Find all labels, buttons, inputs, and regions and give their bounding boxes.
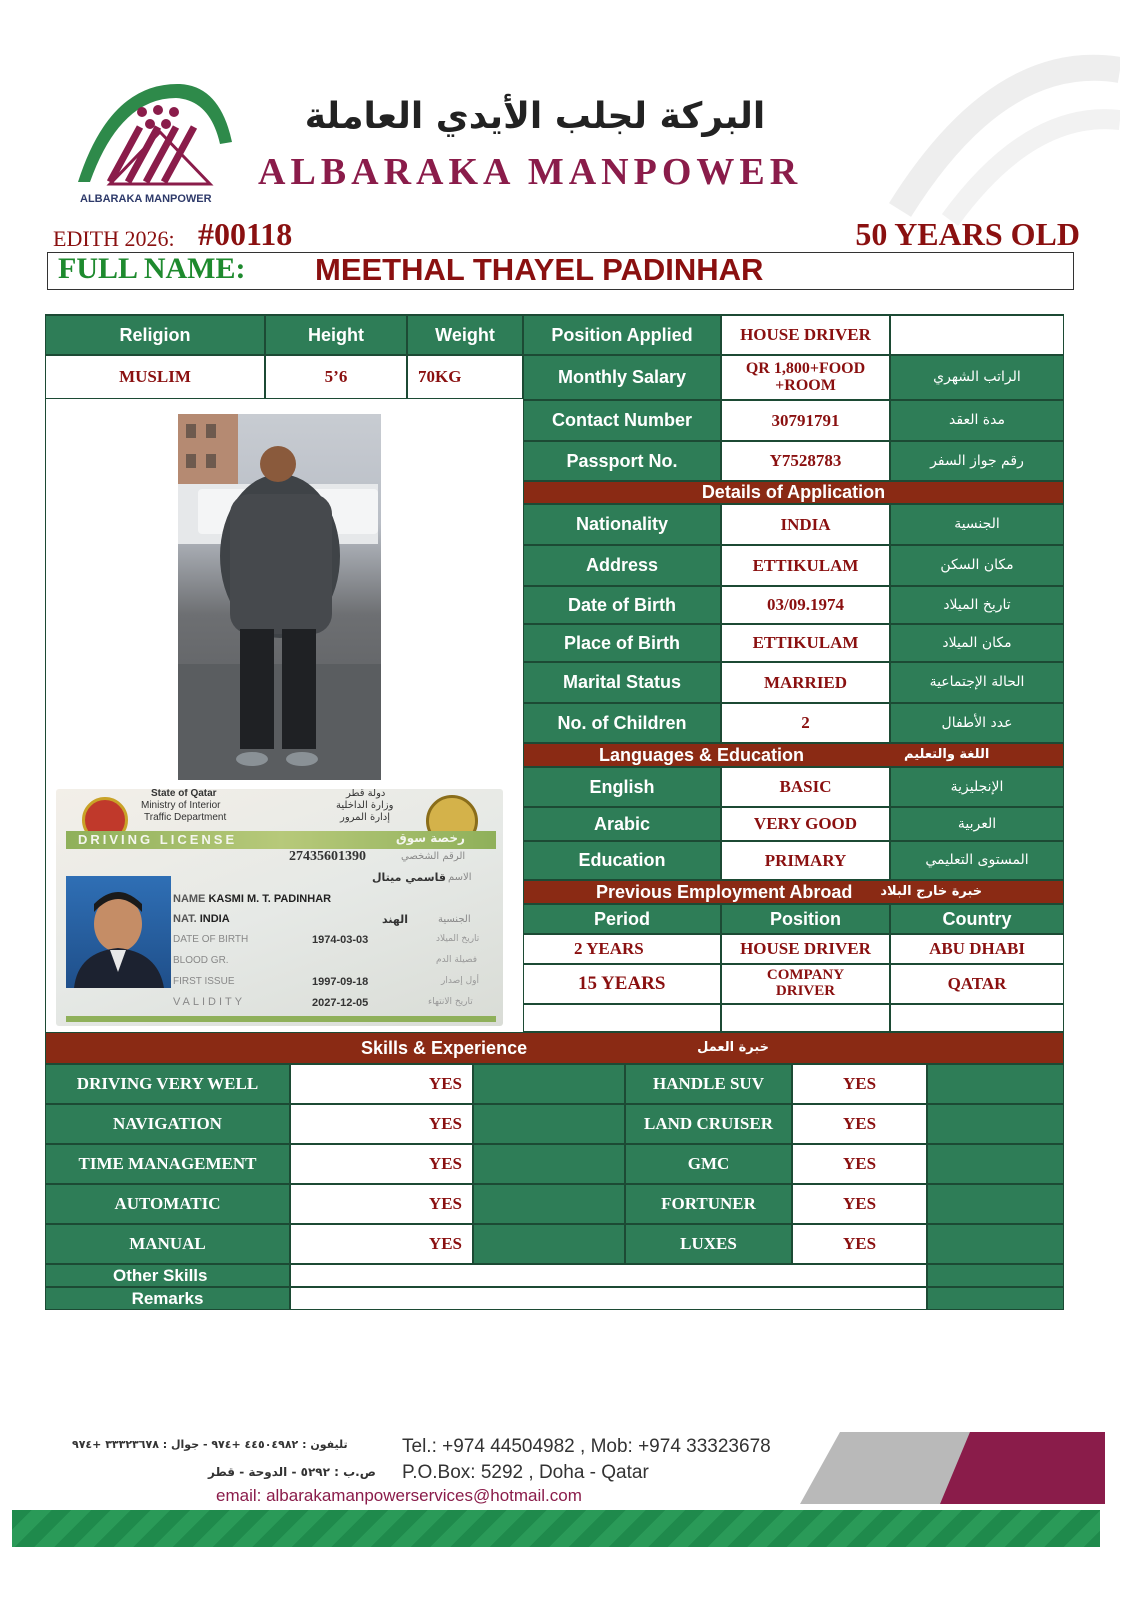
skill-right-extra-3 [927, 1144, 1064, 1184]
skill-left-value-4: YES [290, 1184, 473, 1224]
full-name-label: FULL NAME: [58, 252, 246, 285]
license-dob-value: 1974-03-03 [312, 934, 369, 946]
weight-value: 70KG [407, 355, 523, 399]
religion-value: MUSLIM [45, 355, 265, 399]
employment-section-title [523, 880, 1064, 904]
employment-position-2: COMPANY DRIVER [721, 964, 890, 1004]
footer-pobox: P.O.Box: 5292 , Doha - Qatar [402, 1462, 649, 1483]
english-value: BASIC [721, 767, 890, 807]
skill-right-value-3: YES [792, 1144, 927, 1184]
skill-right-extra-5 [927, 1224, 1064, 1264]
candidate-photo-figure [178, 414, 381, 780]
dob-label: Date of Birth [523, 586, 721, 624]
country-header: Country [890, 904, 1064, 934]
skill-right-value-5: YES [792, 1224, 927, 1264]
license-blood-arabic: فصيلة الدم [436, 955, 478, 965]
company-name: ALBARAKA MANPOWER [258, 151, 803, 193]
footer-green-band [12, 1510, 1100, 1547]
license-number: 27435601390 [289, 849, 366, 864]
other-skills-value [290, 1264, 927, 1287]
license-bottom-stripe [66, 1016, 496, 1022]
license-holder-photo [66, 876, 171, 988]
position-applied-value: HOUSE DRIVER [721, 315, 890, 355]
license-name-row [173, 893, 331, 905]
height-header: Height [265, 315, 407, 355]
passport-arabic: رقم جواز السفر [890, 441, 1064, 481]
watermark-decoration [880, 30, 1120, 230]
footer-corner-decoration [800, 1432, 1105, 1512]
license-holder-figure [66, 876, 171, 988]
skill-left-extra-5 [473, 1224, 625, 1264]
skill-left-label-2: NAVIGATION [45, 1104, 290, 1144]
skill-right-label-2: LAND CRUISER [625, 1104, 792, 1144]
remarks-label: Remarks [45, 1287, 290, 1310]
license-dob-label: DATE OF BIRTH [173, 934, 249, 945]
marital-status-value: MARRIED [721, 662, 890, 703]
license-validity-label: VALIDITY [173, 996, 246, 1008]
license-state-arabic: دولة قطر [346, 789, 386, 799]
monthly-salary-value: QR 1,800+FOOD +ROOM [721, 355, 890, 400]
skill-right-value-4: YES [792, 1184, 927, 1224]
skill-left-value-5: YES [290, 1224, 473, 1264]
license-dept: Traffic Department [144, 812, 227, 823]
license-issue-arabic: أول إصدار [441, 976, 479, 986]
skill-left-extra-3 [473, 1144, 625, 1184]
license-name-arabic: قاسمي ميتال [372, 871, 446, 884]
license-name-arabic-label: الاسم [448, 872, 472, 883]
license-name-label: NAME [173, 893, 206, 905]
footer-email: email: albarakamanpowerservices@hotmail.com [216, 1486, 582, 1505]
religion-header: Religion [45, 315, 265, 355]
languages-section-title [523, 743, 1064, 767]
address-value: ETTIKULAM [721, 545, 890, 586]
employment-empty-1 [523, 1004, 721, 1032]
other-skills-extra [927, 1264, 1064, 1287]
skills-section-title [45, 1032, 1064, 1064]
place-of-birth-arabic: مكان الميلاد [890, 624, 1064, 662]
monthly-salary-label: Monthly Salary [523, 355, 721, 400]
children-arabic: عدد الأطفال [890, 703, 1064, 743]
skill-right-label-4: FORTUNER [625, 1184, 792, 1224]
license-state: State of Qatar [151, 789, 217, 799]
full-name-value: MEETHAL THAYEL PADINHAR [315, 252, 764, 287]
position-applied-empty [890, 315, 1064, 355]
weight-header: Weight [407, 315, 523, 355]
skill-right-extra-2 [927, 1104, 1064, 1144]
marital-status-label: Marital Status [523, 662, 721, 703]
arabic-value: VERY GOOD [721, 807, 890, 841]
skill-left-value-3: YES [290, 1144, 473, 1184]
license-nat-row [173, 913, 230, 925]
skill-left-label-1: DRIVING VERY WELL [45, 1064, 290, 1104]
dob-arabic: تاريخ الميلاد [890, 586, 1064, 624]
license-name-value: KASMI M. T. PADINHAR [208, 893, 332, 905]
education-label: Education [523, 841, 721, 880]
license-issue-value: 1997-09-18 [312, 976, 369, 988]
monthly-salary-arabic: الراتب الشهري [890, 355, 1064, 400]
skill-left-extra-1 [473, 1064, 625, 1104]
position-applied-label: Position Applied [523, 315, 721, 355]
license-ministry: Ministry of Interior [141, 800, 221, 811]
nationality-label: Nationality [523, 504, 721, 545]
skill-right-extra-1 [927, 1064, 1064, 1104]
contact-number-arabic: مدة العقد [890, 400, 1064, 441]
skills-title-arabic: خبرة العمل [697, 1040, 770, 1056]
passport-value: Y7528783 [721, 441, 890, 481]
education-value: PRIMARY [721, 841, 890, 880]
footer-pobox-arabic: ص.ب : ٥٢٩٢ - الدوحة - قطر [208, 1465, 376, 1479]
education-arabic: المستوى التعليمي [890, 841, 1064, 880]
license-title-arabic: رخصة سوق [396, 831, 465, 845]
skill-left-extra-4 [473, 1184, 625, 1224]
position-header: Position [721, 904, 890, 934]
license-title: DRIVING LICENSE [78, 832, 238, 847]
arabic-label: Arabic [523, 807, 721, 841]
skill-left-label-3: TIME MANAGEMENT [45, 1144, 290, 1184]
other-skills-label: Other Skills [45, 1264, 290, 1287]
license-nat-value: INDIA [199, 913, 230, 925]
license-dept-arabic: إدارة المرور [340, 812, 391, 823]
driving-license-card [56, 789, 503, 1026]
skill-right-extra-4 [927, 1184, 1064, 1224]
contact-number-label: Contact Number [523, 400, 721, 441]
reference-number: #00118 [198, 216, 293, 252]
employment-title: Previous Employment Abroad [596, 881, 853, 902]
contact-number-value: 30791791 [721, 400, 890, 441]
skills-title: Skills & Experience [361, 1037, 528, 1058]
license-number-arabic: الرقم الشخصي [401, 851, 466, 862]
employment-period-1: 2 YEARS [523, 934, 721, 964]
remarks-extra [927, 1287, 1064, 1310]
details-section-title: Details of Application [523, 481, 1064, 504]
employment-country-2: QATAR [890, 964, 1064, 1004]
skill-right-label-3: GMC [625, 1144, 792, 1184]
height-value: 5’6 [265, 355, 407, 399]
license-blood-label: BLOOD GR. [173, 955, 229, 966]
skill-left-label-4: AUTOMATIC [45, 1184, 290, 1224]
place-of-birth-label: Place of Birth [523, 624, 721, 662]
company-logo [70, 72, 240, 202]
license-nat-label: NAT. [173, 913, 197, 925]
nationality-value: INDIA [721, 504, 890, 545]
employment-period-2: 15 YEARS [523, 964, 721, 1004]
license-ministry-arabic: وزارة الداخلية [336, 800, 394, 811]
skill-right-label-5: LUXES [625, 1224, 792, 1264]
nationality-arabic: الجنسية [890, 504, 1064, 545]
languages-title: Languages & Education [599, 744, 805, 765]
languages-title-arabic: اللغة والتعليم [904, 747, 990, 763]
arabic-arabic: العربية [890, 807, 1064, 841]
children-label: No. of Children [523, 703, 721, 743]
address-arabic: مكان السكن [890, 545, 1064, 586]
employment-title-arabic: خبرة خارج البلاد [880, 884, 983, 900]
employment-empty-2 [721, 1004, 890, 1032]
passport-label: Passport No. [523, 441, 721, 481]
license-nat-arabic: الهند [382, 913, 409, 926]
place-of-birth-value: ETTIKULAM [721, 624, 890, 662]
employment-country-1: ABU DHABI [890, 934, 1064, 964]
skill-left-value-2: YES [290, 1104, 473, 1144]
period-header: Period [523, 904, 721, 934]
license-validity-arabic: تاريخ الانتهاء [428, 997, 473, 1007]
license-validity-value: 2027-12-05 [312, 997, 369, 1009]
english-arabic: الإنجليزية [890, 767, 1064, 807]
edition-label: EDITH 2026: [53, 226, 175, 251]
skill-left-value-1: YES [290, 1064, 473, 1104]
license-dob-arabic: تاريخ الميلاد [436, 934, 480, 944]
candidate-photo [178, 414, 381, 780]
arabic-company-title: البركة لجلب الأيدي العاملة [304, 96, 766, 137]
remarks-value [290, 1287, 927, 1310]
english-label: English [523, 767, 721, 807]
skill-left-extra-2 [473, 1104, 625, 1144]
skill-left-label-5: MANUAL [45, 1224, 290, 1264]
license-issue-label: FIRST ISSUE [173, 976, 235, 987]
license-nat-arabic-label: الجنسية [438, 914, 471, 925]
skill-right-label-1: HANDLE SUV [625, 1064, 792, 1104]
footer-tel-arabic: تليفون : ٤٤٥٠٤٩٨٢ +٩٧٤ - جوال : ٣٣٣٢٣٦٧٨ +٩٧٤ [72, 1438, 348, 1451]
employment-empty-3 [890, 1004, 1064, 1032]
logo-caption: ALBARAKA MANPOWER [80, 193, 212, 205]
age-label: 50 YEARS OLD [855, 216, 1080, 252]
dob-value: 03/09.1974 [721, 586, 890, 624]
children-value: 2 [721, 703, 890, 743]
skill-right-value-2: YES [792, 1104, 927, 1144]
address-label: Address [523, 545, 721, 586]
skill-right-value-1: YES [792, 1064, 927, 1104]
marital-status-arabic: الحالة الإجتماعية [890, 662, 1064, 703]
footer-tel: Tel.: +974 44504982 , Mob: +974 33323678 [402, 1436, 771, 1457]
employment-position-1: HOUSE DRIVER [721, 934, 890, 964]
